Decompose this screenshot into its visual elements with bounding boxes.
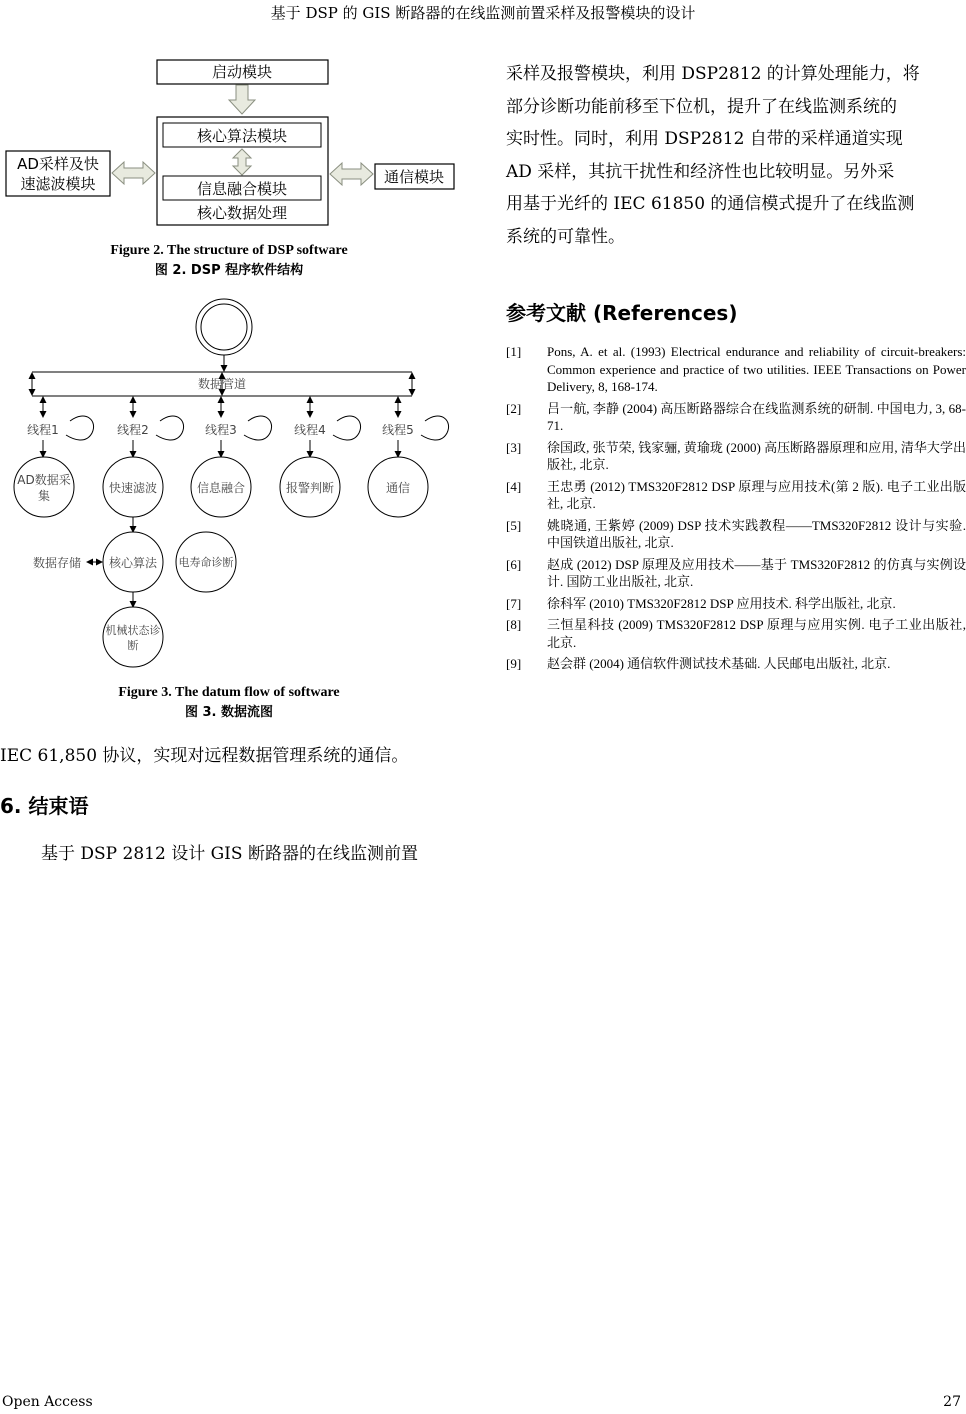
right-paragraph-line: 系统的可靠性。 bbox=[506, 226, 625, 247]
right-paragraph-line: 实时性。同时，利用 DSP2812 自带的采样通道实现 bbox=[506, 129, 903, 149]
figure-2-diagram bbox=[0, 52, 470, 232]
figure-2-caption-zh: 图 2. DSP 程序软件结构 bbox=[154, 263, 304, 278]
running-header: 基于 DSP 的 GIS 断路器的在线监测前置采样及报警模块的设计 bbox=[270, 4, 696, 22]
figure-3-caption-zh: 图 3. 数据流图 bbox=[184, 705, 274, 720]
reference-number: [4] bbox=[506, 478, 522, 494]
start-node-inner bbox=[201, 304, 247, 350]
thread-3-label: 线程3 bbox=[205, 423, 237, 437]
reference-item bbox=[506, 478, 966, 513]
left-continuation-text: IEC 61,850 协议，实现对远程数据管理系统的通信。 bbox=[0, 746, 409, 766]
thread-1-label: 线程1 bbox=[27, 423, 59, 437]
ad-module-line1: AD采样及快 bbox=[17, 155, 99, 173]
reference-number: [3] bbox=[506, 439, 522, 455]
figure-3-caption-en: Figure 3. The datum flow of software bbox=[118, 685, 340, 700]
reference-item bbox=[506, 517, 966, 552]
core-processing-label: 核心数据处理 bbox=[196, 204, 288, 222]
ad-module-line2: 速滤波模块 bbox=[20, 175, 96, 193]
reference-text: 三恒星科技 (2009) TMS320F2812 DSP 原理与应用实例. 电子工业出版社, 北京. bbox=[547, 617, 966, 650]
down-arrow-icon bbox=[229, 85, 255, 114]
reference-number: [6] bbox=[506, 556, 522, 572]
figure-3-diagram bbox=[0, 290, 470, 680]
mech-diag-line2: 断 bbox=[127, 639, 139, 652]
reference-text: Pons, A. et al. (1993) Electrical endurance and reliability of circuit-breakers: Common experience and practice of two utilities. IEEE Transactions on Power Delivery, 8, 168-174. bbox=[547, 344, 966, 394]
reference-item bbox=[506, 595, 966, 613]
right-paragraph bbox=[506, 58, 966, 253]
thread-3 bbox=[205, 416, 271, 440]
references-list bbox=[506, 343, 966, 677]
mech-diag-line1: 机械状态诊 bbox=[105, 624, 161, 637]
start-node-outer bbox=[196, 299, 252, 355]
comm-module-label: 通信模块 bbox=[383, 168, 445, 186]
core-algo-label: 核心算法模块 bbox=[196, 127, 288, 145]
left-bidirectional-arrow-icon bbox=[112, 162, 155, 184]
info-fusion-label: 信息融合模块 bbox=[196, 180, 288, 198]
life-diag-label: 电寿命诊断 bbox=[178, 556, 234, 569]
reference-item bbox=[506, 400, 966, 435]
reference-number: [5] bbox=[506, 517, 522, 533]
thread-1 bbox=[27, 416, 93, 440]
thread-5 bbox=[382, 416, 448, 440]
fast-filter-label: 快速滤波 bbox=[108, 481, 158, 495]
ad-node-line2: 集 bbox=[37, 489, 51, 503]
references-title: 参考文献 (References) bbox=[506, 301, 738, 325]
alarm-node-label: 报警判断 bbox=[285, 481, 335, 495]
reference-number: [8] bbox=[506, 617, 522, 632]
thread-5-label: 线程5 bbox=[382, 423, 414, 437]
reference-item bbox=[506, 439, 966, 474]
figure-2-caption-en: Figure 2. The structure of DSP software bbox=[110, 243, 348, 258]
mech-diag-node bbox=[103, 607, 163, 667]
reference-item bbox=[506, 655, 966, 673]
start-module-label: 启动模块 bbox=[211, 63, 273, 81]
pipeline-label: 数据管道 bbox=[197, 377, 247, 391]
reference-text: 赵成 (2012) DSP 原理及应用技术——基于 TMS320F2812 的仿真与实例设计. 国防工业出版社, 北京. bbox=[547, 556, 966, 589]
left-paragraph-start: 基于 DSP 2812 设计 GIS 断路器的在线监测前置 bbox=[41, 844, 418, 864]
right-paragraph-line: AD 采样，其抗干扰性和经济性也比较明显。另外采 bbox=[506, 161, 895, 182]
reference-item bbox=[506, 556, 966, 591]
right-paragraph-line: 部分诊断功能前移至下位机，提升了在线监测系统的 bbox=[506, 96, 897, 117]
reference-text: 王忠勇 (2012) TMS320F2812 DSP 原理与应用技术(第 2 版). 电子工业出版社, 北京. bbox=[547, 478, 966, 511]
right-bidirectional-arrow-icon bbox=[330, 163, 373, 185]
reference-text: 徐国政, 张节荣, 钱家骊, 黄瑜珑 (2000) 高压断路器原理和应用, 清华大学出版社, 北京. bbox=[547, 439, 966, 472]
thread-2 bbox=[117, 416, 183, 440]
reference-number: [2] bbox=[506, 400, 522, 416]
comm-node-label: 通信 bbox=[385, 481, 411, 495]
right-paragraph-line: 用基于光纤的 IEC 61850 的通信模式提升了在线监测 bbox=[506, 194, 915, 214]
thread-2-label: 线程2 bbox=[117, 423, 149, 437]
reference-item bbox=[506, 343, 966, 396]
reference-text: 赵会群 (2004) 通信软件测试技术基础. 人民邮电出版社, 北京. bbox=[547, 656, 891, 671]
reference-text: 吕一航, 李静 (2004) 高压断路器综合在线监测系统的研制. 中国电力, 3, 68-71. bbox=[547, 400, 966, 433]
reference-number: [7] bbox=[506, 595, 522, 611]
info-fusion-node-label: 信息融合 bbox=[196, 481, 246, 495]
ad-node-line1: AD数据采 bbox=[17, 473, 71, 487]
thread-4-label: 线程4 bbox=[294, 423, 326, 437]
storage-label: 数据存储 bbox=[32, 556, 82, 570]
reference-number: [1] bbox=[506, 344, 522, 359]
footer-open-access: Open Access bbox=[2, 1394, 93, 1410]
reference-text: 姚晓通, 王紫婷 (2009) DSP 技术实践教程——TMS320F2812 设计与实验. 中国铁道出版社, 北京. bbox=[547, 517, 966, 550]
core-algo-node-label: 核心算法 bbox=[108, 556, 158, 570]
thread-4 bbox=[294, 416, 360, 440]
page-number: 27 bbox=[943, 1394, 961, 1410]
reference-number: [9] bbox=[506, 656, 522, 671]
right-paragraph-line: 采样及报警模块，利用 DSP2812 的计算处理能力，将 bbox=[506, 64, 920, 84]
ad-node bbox=[14, 457, 74, 517]
section-6-title: 6. 结束语 bbox=[0, 794, 89, 818]
reference-item bbox=[506, 616, 966, 651]
reference-text: 徐科军 (2010) TMS320F2812 DSP 应用技术. 科学出版社, 北京. bbox=[547, 595, 896, 611]
